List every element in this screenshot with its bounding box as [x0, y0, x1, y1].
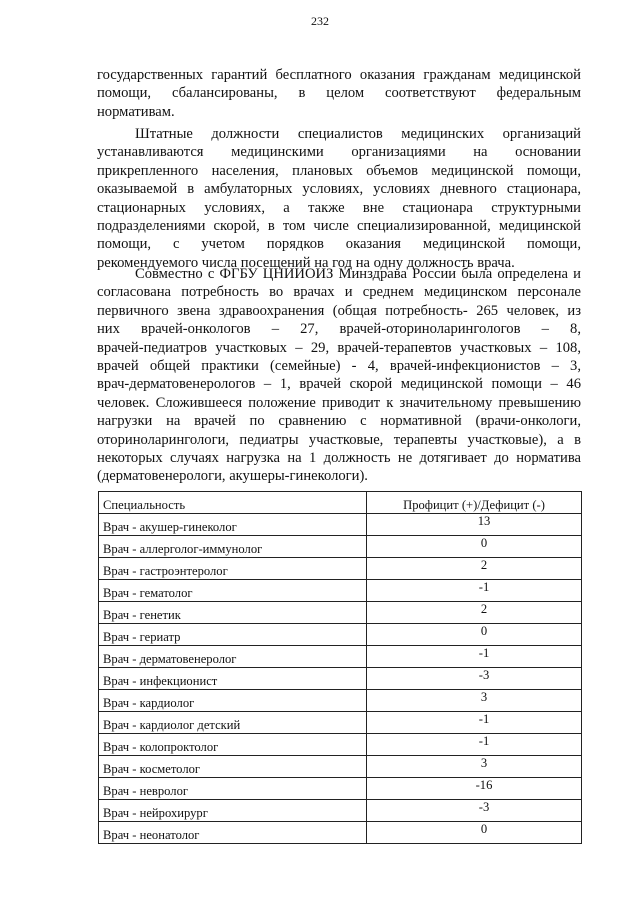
- paragraph-line: человек. Сложившееся положение приводит к значительному превышению: [97, 394, 581, 411]
- paragraph-line: оториноларингологи, педиатры участковые, терапевты участковые), а в: [97, 431, 581, 448]
- paragraph-line: некоторых случаях нагрузка на 1 должность не дотягивает до норматива: [97, 450, 581, 467]
- balance-cell: 2: [367, 602, 582, 624]
- balance-column-header: Профицит (+)/Дефицит (-): [367, 492, 582, 514]
- paragraph-line: помощи, сбалансированы, в целом соответствуют федеральным: [97, 85, 581, 102]
- paragraph-line: них врачей-онкологов – 27, врачей-оториноларингологов – 8,: [97, 321, 581, 338]
- balance-cell: -1: [367, 646, 582, 668]
- table-row: [99, 778, 582, 800]
- balance-cell: 0: [367, 822, 582, 844]
- paragraph-line: государственных гарантий бесплатного оказания гражданам медицинской: [97, 67, 581, 83]
- balance-cell: -16: [367, 778, 582, 800]
- table-row: [99, 580, 582, 602]
- table-row: [99, 558, 582, 580]
- paragraph-line: рекомендуемого числа посещений на год на одну должность врача.: [97, 254, 515, 271]
- specialty-cell: Врач - гериатр: [99, 624, 367, 646]
- paragraph-line: подразделениями скорой, в том числе специализированной, медицинской: [97, 218, 581, 235]
- table-row: [99, 800, 582, 822]
- table-row: [99, 536, 582, 558]
- paragraph-line: стационарных условиях, а также вне стационара структурными: [97, 199, 581, 216]
- table-row: [99, 712, 582, 734]
- balance-cell: -1: [367, 580, 582, 602]
- paragraph-line: Штатные должности специалистов медицинских организаций: [135, 126, 581, 142]
- balance-cell: -1: [367, 734, 582, 756]
- balance-cell: -1: [367, 712, 582, 734]
- table-row: [99, 646, 582, 668]
- table-row: [99, 514, 582, 536]
- table-header-row: [99, 492, 582, 514]
- specialty-balance-table: [98, 491, 582, 844]
- paragraph-state-guarantees: [97, 66, 581, 121]
- paragraph-line: помощи, с учетом порядков оказания медицинской помощи,: [97, 236, 581, 253]
- paragraph-line: врач-дерматовенерологов – 1, врачей скорой медицинской помощи – 46: [97, 376, 581, 393]
- specialty-cell: Врач - гематолог: [99, 580, 367, 602]
- specialty-cell: Врач - невролог: [99, 778, 367, 800]
- paragraph-line: врачей общей практики (семейные) - 4, врачей-инфекционистов – 3,: [97, 358, 581, 375]
- specialty-cell: Врач - аллерголог-иммунолог: [99, 536, 367, 558]
- balance-cell: -3: [367, 668, 582, 690]
- table-row: [99, 690, 582, 712]
- table-row: [99, 734, 582, 756]
- specialty-cell: Врач - кардиолог детский: [99, 712, 367, 734]
- balance-cell: -3: [367, 800, 582, 822]
- paragraph-line: оказываемой в амбулаторных условиях, условиях дневного стационара,: [97, 181, 581, 198]
- specialty-cell: Врач - инфекционист: [99, 668, 367, 690]
- balance-cell: 0: [367, 536, 582, 558]
- page-number: 232: [311, 14, 329, 28]
- specialty-cell: Врач - акушер-гинеколог: [99, 514, 367, 536]
- paragraph-line: врачей-педиатров участковых – 29, врачей-терапевтов участковых – 108,: [97, 339, 581, 356]
- specialty-cell: Врач - гастроэнтеролог: [99, 558, 367, 580]
- balance-cell: 2: [367, 558, 582, 580]
- balance-cell: 3: [367, 690, 582, 712]
- specialty-cell: Врач - колопроктолог: [99, 734, 367, 756]
- paragraph-staff-positions: [97, 125, 581, 272]
- paragraph-line: первичного звена здравоохранения (общая потребность- 265 человек, из: [97, 302, 581, 319]
- balance-cell: 0: [367, 624, 582, 646]
- table-row: [99, 624, 582, 646]
- paragraph-line: (дерматовенерологи, акушеры-гинекологи).: [97, 468, 368, 485]
- paragraph-line: нагрузки на врачей по сравнению с нормативной (врачи-онкологи,: [97, 413, 581, 430]
- paragraph-line: устанавливаются медицинскими организациями на основании: [97, 144, 581, 161]
- paragraph-line: Совместно с ФГБУ ЦНИИОИЗ Минздрава России была определена и: [135, 266, 581, 282]
- paragraph-line: согласована потребность во врачах и среднем медицинском персонале: [97, 284, 581, 301]
- specialty-cell: Врач - генетик: [99, 602, 367, 624]
- table-row: [99, 756, 582, 778]
- paragraph-staffing-needs: [97, 265, 581, 486]
- table-row: [99, 668, 582, 690]
- specialty-column-header: Специальность: [99, 492, 367, 514]
- table-row: [99, 602, 582, 624]
- balance-cell: 3: [367, 756, 582, 778]
- paragraph-line: нормативам.: [97, 103, 175, 120]
- paragraph-line: прикрепленного населения, плановых объемов медицинской помощи,: [97, 162, 581, 179]
- specialty-cell: Врач - дерматовенеролог: [99, 646, 367, 668]
- specialty-cell: Врач - кардиолог: [99, 690, 367, 712]
- balance-cell: 13: [367, 514, 582, 536]
- table-row: [99, 822, 582, 844]
- specialty-cell: Врач - косметолог: [99, 756, 367, 778]
- specialty-cell: Врач - неонатолог: [99, 822, 367, 844]
- specialty-cell: Врач - нейрохирург: [99, 800, 367, 822]
